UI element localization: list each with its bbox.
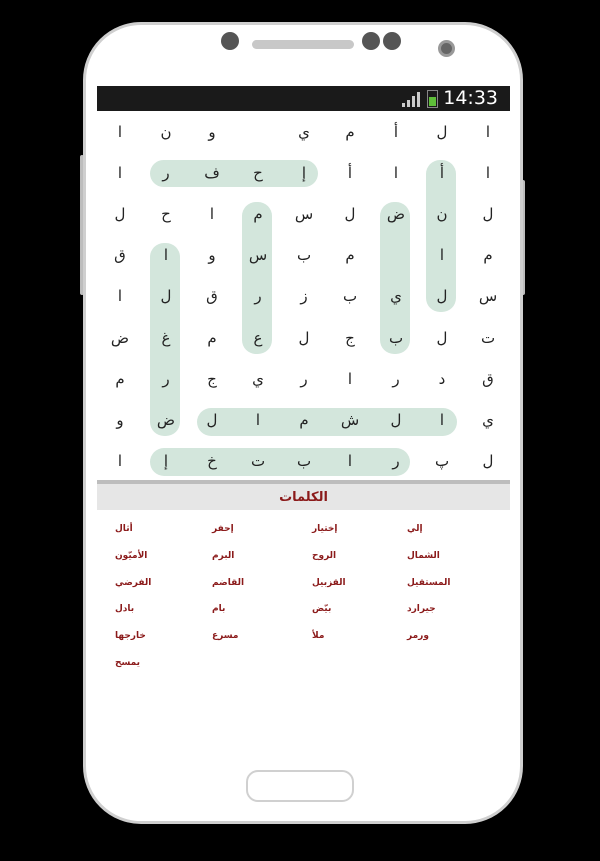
grid-cell[interactable]: أ [393,122,399,141]
grid-cell[interactable]: م [345,246,355,265]
word-item: مسرع [212,631,239,642]
grid-cell[interactable]: ا [347,369,353,388]
word-item: القزبيل [312,577,346,588]
grid-cell[interactable]: غ [161,328,171,347]
grid-cell[interactable]: ض [386,204,406,223]
grid-cell[interactable]: ب [388,328,404,347]
grid-cell[interactable]: ا [485,122,491,141]
grid-cell[interactable] [373,235,419,276]
grid-cell[interactable]: س [248,246,268,265]
front-camera-icon [438,40,455,57]
signal-icon [402,91,422,107]
grid-cell[interactable]: ر [300,369,308,388]
word-item: ورمر [407,631,429,642]
grid-cell[interactable]: ج [207,369,217,388]
grid-cell[interactable]: ب [296,246,312,265]
grid-cell[interactable]: ا [117,163,123,182]
grid-cell[interactable]: ا [347,452,353,471]
grid-cell[interactable]: ر [162,163,170,182]
battery-icon [427,90,438,108]
grid-cell[interactable]: م [345,122,355,141]
word-item: القاضم [212,577,245,588]
grid-cell[interactable]: ا [117,287,123,306]
grid-cell[interactable]: ش [340,410,360,429]
word-item: يمسح [115,658,141,668]
grid-cell[interactable]: ق [114,246,126,265]
app-screen [97,86,510,750]
word-item: خارجها [115,631,146,642]
grid-cell[interactable]: ر [162,369,170,388]
grid-cell[interactable]: و [116,410,124,429]
grid-cell[interactable]: ق [482,369,494,388]
word-item: الفرضي [115,577,152,588]
grid-cell[interactable]: ن [436,204,448,223]
grid-cell[interactable]: ت [250,452,266,471]
grid-cell[interactable]: ا [439,246,445,265]
words-title: الكلمات [97,484,510,510]
grid-cell[interactable]: ل [114,204,126,223]
grid-cell[interactable]: ز [300,287,308,306]
word-item: البرم [212,550,235,561]
grid-cell[interactable]: ر [254,287,262,306]
grid-cell[interactable]: و [208,246,216,265]
grid-cell[interactable]: ل [436,122,448,141]
grid-cell[interactable]: م [115,369,125,388]
grid-cell[interactable]: ل [298,328,310,347]
grid-cell[interactable]: م [299,410,309,429]
grid-cell[interactable]: ي [482,410,494,429]
word-item: إحفر [212,524,234,534]
word-item: الأميّون [115,550,148,561]
word-item: أثال [115,524,133,534]
home-button[interactable] [246,770,354,802]
speaker-grille [252,40,354,49]
grid-cell[interactable]: و [208,122,216,141]
word-item: بام [212,604,226,615]
grid-cell[interactable]: ع [253,328,263,347]
grid-cell[interactable]: ن [160,122,172,141]
grid-cell[interactable]: ب [296,452,312,471]
grid-cell[interactable]: إ [163,452,169,471]
grid-cell[interactable]: ل [436,328,448,347]
status-time: 14:33 [443,87,498,109]
word-item: ملأ [312,631,325,642]
grid-cell[interactable]: م [207,328,217,347]
letter-grid[interactable] [97,111,510,480]
grid-cell[interactable]: م [253,204,263,223]
grid-cell[interactable]: ل [436,287,448,306]
word-item: جيرارد [407,604,436,615]
grid-cell[interactable]: ل [160,287,172,306]
grid-cell[interactable]: پ [434,452,450,471]
word-item: المستقيل [407,577,451,588]
grid-cell[interactable]: ا [393,163,399,182]
sensor-icon [362,32,380,50]
grid-cell[interactable]: ج [345,328,355,347]
grid-cell[interactable] [235,111,281,152]
grid-cell[interactable]: أ [439,163,445,182]
grid-cell[interactable]: ل [482,452,494,471]
camera-left-icon [221,32,239,50]
status-bar [97,86,510,111]
grid-cell[interactable]: ح [161,204,171,223]
grid-cell[interactable]: خ [207,452,217,471]
grid-cell[interactable]: ا [163,246,169,265]
word-item: الروح [312,550,337,561]
grid-cell[interactable]: ا [485,163,491,182]
grid-cell[interactable]: ي [252,369,264,388]
sensor-icon-2 [383,32,401,50]
grid-cell[interactable]: ب [342,287,358,306]
grid-cell[interactable]: ض [156,410,176,429]
grid-cell[interactable]: س [478,287,498,306]
grid-cell[interactable]: د [438,369,446,388]
grid-cell[interactable]: ا [117,452,123,471]
grid-cell[interactable]: إ [301,163,307,182]
grid-cell[interactable]: ل [482,204,494,223]
grid-cell[interactable]: ي [298,122,310,141]
grid-cell[interactable]: ا [209,204,215,223]
grid-cell[interactable]: م [483,246,493,265]
grid-cell[interactable]: ر [392,369,400,388]
grid-cell[interactable]: ف [204,163,220,182]
grid-cell[interactable]: ت [480,328,496,347]
grid-cell[interactable]: ض [110,328,130,347]
word-item: إلي [407,524,423,534]
grid-cell[interactable]: ل [344,204,356,223]
grid-cell[interactable]: ا [255,410,261,429]
grid-cell[interactable]: ق [206,287,218,306]
word-item: الشمال [407,550,440,561]
grid-cell[interactable]: أ [347,163,353,182]
grid-cell[interactable]: ل [390,410,402,429]
word-item: بيّض [312,604,332,615]
grid-cell[interactable]: ي [390,287,402,306]
grid-cell[interactable]: ا [117,122,123,141]
grid-cell[interactable]: ل [206,410,218,429]
grid-cell[interactable]: ا [439,410,445,429]
grid-cell[interactable]: ر [392,452,400,471]
grid-cell[interactable]: س [294,204,314,223]
word-item: بادل [115,604,135,615]
word-item: إختيار [312,524,338,534]
grid-cell[interactable]: ح [253,163,263,182]
